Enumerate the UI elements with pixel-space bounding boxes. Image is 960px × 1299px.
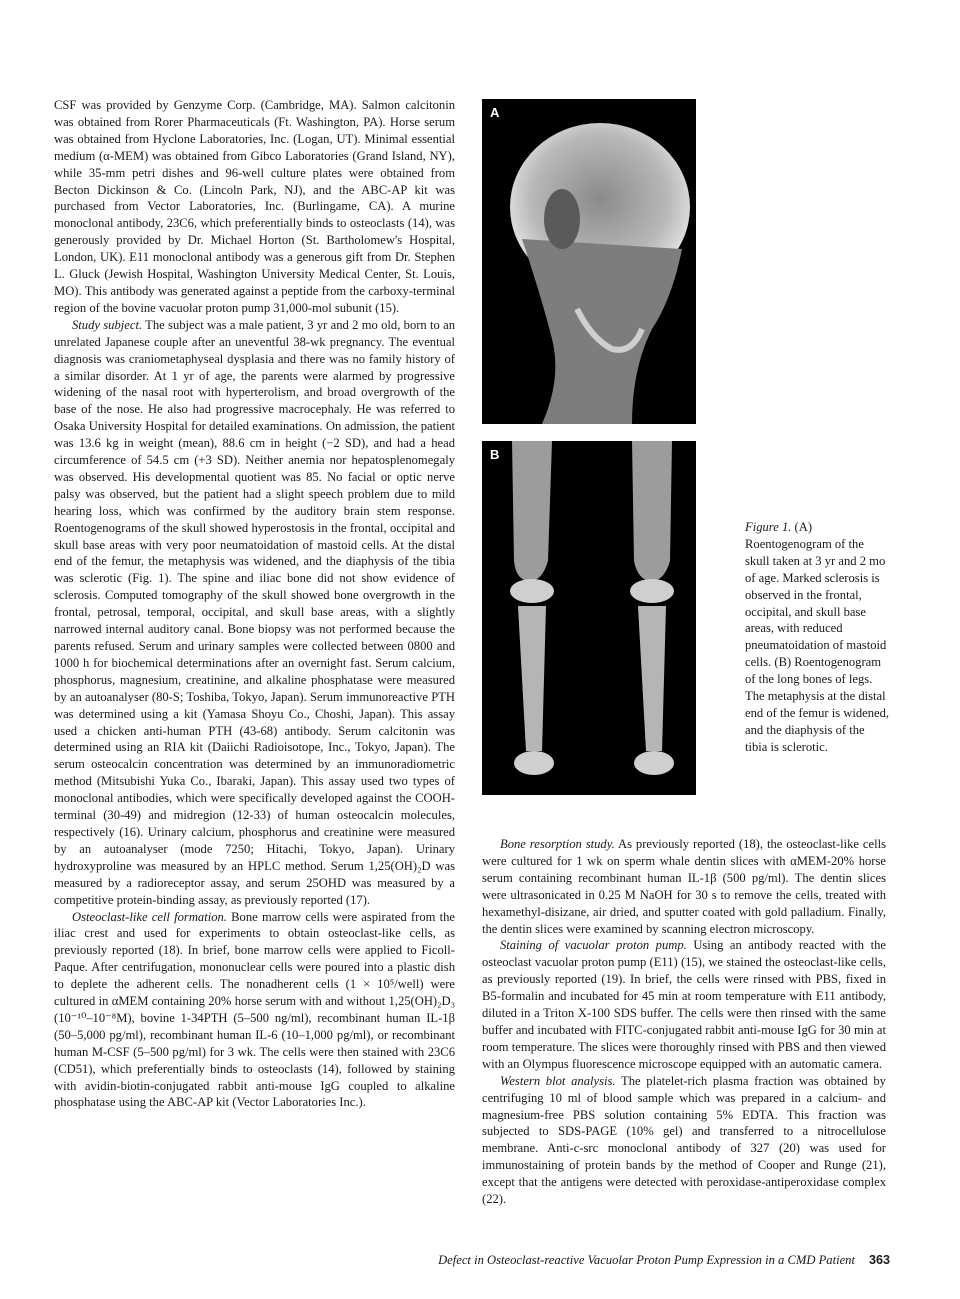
figure-1a-skull-xray — [482, 99, 696, 424]
western-blot-heading: Western blot analysis. — [500, 1073, 616, 1088]
left-knee-shape — [510, 579, 554, 603]
staining-heading: Staining of vacuolar proton pump. — [500, 938, 687, 953]
osteoclast-formation-heading: Osteoclast-like cell formation. — [72, 909, 227, 924]
face-shape — [522, 239, 682, 424]
western-blot-text: The platelet-rich plasma fraction was obtained by centrifuging 10 ml of blood sample which was prepared in a calcium- and magnesium-free PBS solution containing 5% EDTA. This fraction was subjected to SDS-PAGE (10% gel) and transferred to a nitrocellulose membrane. Anti-c-src monoclonal antibody of 327 (20) was used for immunostaining of protein bands by the method of Cooper and Runge (21), except that the antigens were detected with peroxidase-antiperoxidase complex (22). — [482, 1073, 886, 1207]
caption-label: Figure 1. — [745, 520, 792, 534]
skull-xray-image — [482, 99, 696, 424]
running-title: Defect in Osteoclast-reactive Vacuolar Proton Pump Expression in a CMD Patient — [438, 1253, 855, 1267]
left-femur-shape — [512, 441, 552, 581]
bone-resorption-heading: Bone resorption study. — [500, 837, 615, 851]
figure-1-caption — [745, 519, 890, 756]
panel-b-label: B — [490, 447, 500, 462]
right-femur-shape — [632, 441, 672, 581]
right-knee-shape — [630, 579, 674, 603]
study-subject-paragraph — [54, 317, 455, 909]
legs-xray-image — [482, 441, 696, 795]
study-subject-text: The subject was a male patient, 3 yr and 2 mo old, born to an unrelated Japanese couple after an uneventful 38-wk pregnancy. The eventual diagnosis was craniometaphyseal dysplasia and there was no family history of a similar disorder. At 1 yr of age, the parents were alarmed by progressive widening of the nasal root with hyperterolism, and broad overgrowth of the base of the nose. He also had progressive macrocephaly. He was referred to Osaka University Hospital for detailed examinations. On admission, the patient was 13.6 kg in weight (mean), 88.6 cm in height (−2 SD), and had a head circumference of 54.5 cm (+3 SD). Neither anemia nor hepatosplenomegaly was observed. His developmental quotient was 85. No facial or optic nerve palsy was observed, but the patient had a slight speech problem due to mild hearing loss, which was confirmed by the auditory brain stem response. Roentogenograms of the skull showed hyperostosis in the frontal, occipital and skull base areas with very poor neumatoidation of mastoid cells. At the distal end of the femur, the metaphysis was widened, and the diaphysis of the tibia was sclerotic (Fig. 1). The spine and iliac bone did not show evidence of sclerosis. Computed tomography of the skull showed bone overgrowth in the frontal, petrosal, temporal, occipital, and skull base areas, with a slightly narrowed internal auditory canal. Bone biopsy was not performed because the parents refused. Serum and urinary samples were collected between 0800 and 1000 h for biochemical determinations after an overnight fast. Serum calcium, phosphorus, magnesium, creatinine, and alkaline phosphatase were measured by an autoanalyser (80-S; Toshiba, Tokyo, Japan). Serum immunoreactive PTH was determined using a kit (Yamasa Shoyu Co., Choshi, Japan). This assay used a chicken anti-human PTH (43-68) antibody. Serum calcitonin was determined using an RIA kit (Daiichi Radioisotope, Inc., Tokyo, Japan). The serum osteocalcin concentration was determined by an immunoradiometric method (Mitsubishi Yuka Co., Ibaraki, Japan). This assay used two types of monoclonal antibodies, which were specifically developed against the COOH-terminal (30-49) and midregion (12-33) of human osteocalcin molecules, respectively (16). Urinary calcium, phosphorus and creatinine were measured by an autoanalyser (mode 7250; Hitachi, Tokyo, Japan). Urinary hydroxyproline was measured by an HPLC method. Serum 1,25(OH)₂D was measured by a radioreceptor assay, and serum 25OHD was measured by a competitive protein-binding assay, as previously reported (17). — [54, 317, 456, 907]
left-tibia-shape — [518, 606, 546, 751]
right-tibia-shape — [638, 606, 666, 751]
panel-a-label: A — [490, 105, 500, 120]
caption-text: (A) Roentogenogram of the skull taken at 3 yr and 2 mo of age. Marked sclerosis is observed in the frontal, occipital, and skull base areas, with reduced pneumatoidation of mastoid cells. (B) Roentogenogram of the long bones of legs. The metaphysis at the distal end of the femur is widened, and the diaphysis of the tibia is sclerotic. — [745, 520, 890, 754]
staining-text: Using an antibody reacted with the osteoclast vacuolar proton pump (E11) (15), we stained the osteoclast-like cells, as previously reported (19). In brief, the cells were rinsed with PBS, fixed in B5-formalin and incubated for 45 min at room temperature with E11 antibody, diluted in a Triton X-100 SDS buffer. The cells were then rinsed with the same buffer and incubated with FITC-conjugated rabbit anti-mouse IgG for 30 min at room temperature. The slices were thoroughly rinsed with PBS and then viewed with an Olympus fluorescence microscope equipped with an automatic camera. — [482, 938, 886, 1071]
figure-1b-leg-xray — [482, 441, 696, 795]
right-ankle-shape — [634, 751, 674, 775]
western-blot-paragraph — [482, 1073, 886, 1208]
study-subject-heading: Study subject. — [72, 317, 143, 332]
materials-paragraph: CSF was provided by Genzyme Corp. (Cambridge, MA). Salmon calcitonin was obtained from Rorer Pharmaceuticals (Ft. Washington, PA). Horse serum was obtained from Hyclone Laboratories, Inc. (Logan, UT). Minimal essential medium (α-MEM) was obtained from Gibco Laboratories (Grand Island, NY), while 35-mm petri dishes and 96-well culture plates were obtained from Becton Dickinson & Co. (Lincoln Park, NJ), and the ABC-AP kit was purchased from Vector Laboratories, Inc. (Burlingame, CA). A murine monoclonal antibody, 23C6, which preferentially binds to osteoclasts (14), was generously provided by Dr. Michael Horton (St. Bartholomew's Hospital, London, UK). E11 monoclonal antibody was a generous gift from Dr. Stephen L. Gluck (Jewish Hospital, Washington University Medical Center, St. Louis, MO). This antibody was generated against a peptide from the carboxy-terminal region of the bovine vacuolar proton pump 31,000-mol subunit (15). — [54, 98, 455, 315]
left-text-column — [54, 97, 455, 1111]
page-number: 363 — [868, 1253, 890, 1267]
orbit-shape — [544, 189, 580, 249]
osteoclast-formation-paragraph — [54, 909, 455, 1112]
bone-resorption-text: As previously reported (18), the osteoclast-like cells were cultured for 1 wk on sperm whale dentin slices with αMEM-20% horse serum containing recombinant human IL-1β (500 pg/ml). The dentin slices were ultrasonicated in 0.25 M NaOH for 30 s to remove the cells, treated with hexamethyl-disizane, air dried, and sputter coated with gold palladium. Finally, the dentin slices were examined by scanning electron microscopy. — [482, 837, 886, 936]
page-footer — [0, 1253, 890, 1268]
left-ankle-shape — [514, 751, 554, 775]
right-text-column — [482, 836, 886, 1208]
bone-resorption-paragraph — [482, 836, 886, 937]
osteoclast-formation-text: Bone marrow cells were aspirated from the iliac crest and used for experiments to obtain osteoclast-like cells, as previously reported (18). In brief, bone marrow cells were applied to Ficoll-Paque. After centrifugation, mononuclear cells were poured into a plastic dish to deplete the adherent cells. The nonadherent cells (1 × 10⁵/well) were cultured in αMEM containing 20% horse serum with and without 1,25(OH)₂D₃ (10⁻¹⁰–10⁻⁸M), bovine 1-34PTH (5–500 ng/ml), recombinant human IL-1β (50–5,000 pg/ml), recombinant human IL-6 (10–1,000 pg/ml), or recombinant human M-CSF (5–500 pg/ml) for 3 wk. The cells were then stained with 23C6 (CD51), which preferentially binds to osteoclasts (14), followed by staining with avidin-biotin-conjugated rabbit anti-mouse IgG coupled to alkaline phosphatase using the ABC-AP kit (Vector Laboratories Inc.). — [54, 909, 455, 1110]
staining-paragraph — [482, 937, 886, 1072]
